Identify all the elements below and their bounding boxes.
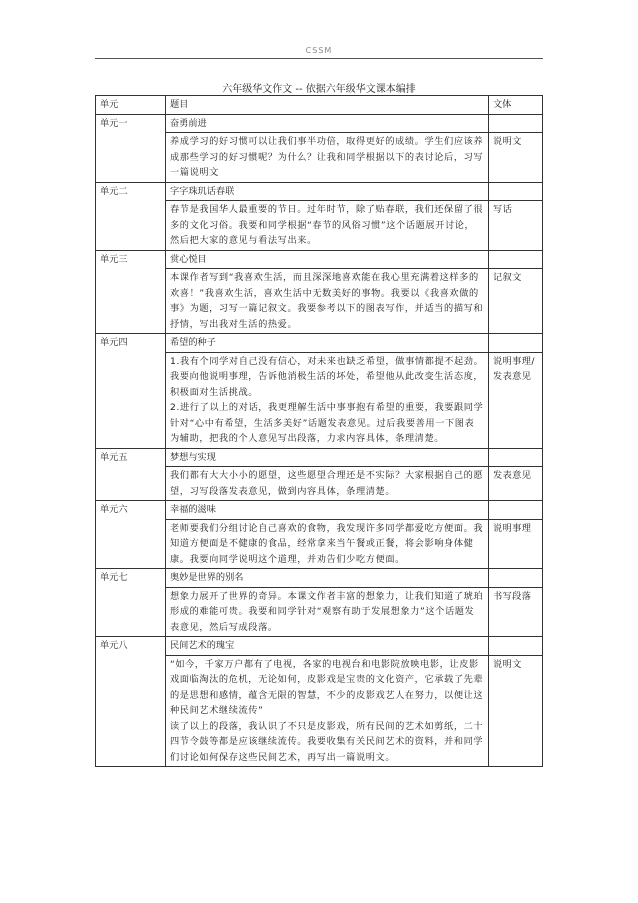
unit-genre: 发表意见 bbox=[489, 467, 543, 501]
unit-description bbox=[166, 587, 489, 637]
unit-description bbox=[166, 519, 489, 569]
description-paragraph: 2.进行了以上的对话，我更理解生活中事事抱有希望的重要，我要跟同学针对“心中有希望，生活多美好”话题发表意见。过后我要善用一下图表为辅助，把我的个人意见写出段落，力求内容具体，条理清楚。 bbox=[170, 402, 484, 444]
unit-row bbox=[96, 334, 543, 353]
unit-genre: 说明事理/发表意见 bbox=[489, 352, 543, 448]
unit-topic: 奥妙是世界的别名 bbox=[166, 569, 489, 588]
description-paragraph: 春节是我国华人最重要的节日。过年时节，除了贴春联，我们还保留了很多的文化习俗。我要和同学根据“春节的风俗习惯”这个话题展开讨论，然后把大家的意见与看法写出来。 bbox=[170, 204, 484, 246]
description-paragraph: 读了以上的段落，我认识了不只是皮影戏，所有民间的艺术如剪纸，二十四节令鼓等都是应该继续流传。我要收集有关民间艺术的资料，并和同学们讨论如何保存这些民间艺术，再写出一篇说明文。 bbox=[170, 720, 484, 763]
unit-genre: 写话 bbox=[489, 201, 543, 251]
unit-label: 单元三 bbox=[96, 250, 166, 334]
unit-description bbox=[166, 655, 489, 767]
unit-description bbox=[166, 467, 489, 501]
unit-genre: 说明文 bbox=[489, 655, 543, 767]
unit-genre: 说明事理 bbox=[489, 519, 543, 569]
unit-row bbox=[96, 501, 543, 520]
table-header-row bbox=[96, 96, 543, 115]
description-paragraph: 本课作者写到“我喜欢生活，而且深深地喜欢能在我心里充满着这样多的欢喜！”我喜欢生活，喜欢生活中无数美好的事物。我要以《我喜欢做的事》为题，习写一篇记叙文。我要参考以下的图表写作，并适当的描写和抒情，写出我对生活的热爱。 bbox=[170, 272, 484, 330]
unit-genre: 记叙文 bbox=[489, 269, 543, 334]
unit-row bbox=[96, 637, 543, 656]
unit-topic: 幸福的滋味 bbox=[166, 501, 489, 520]
unit-row bbox=[96, 569, 543, 588]
header-genre: 文体 bbox=[489, 96, 543, 115]
description-paragraph: 想象力展开了世界的奇异。本课文作者丰富的想象力，让我们知道了琥珀形成的难能可贵。我要和同学针对“观察有助于发展想象力”这个话题发表意见，然后写成段落。 bbox=[170, 590, 484, 633]
description-paragraph: 老师要我们分组讨论自己喜欢的食物，我发现许多同学都爱吃方便面。我知道方便面是不健康的食品，经常拿来当午餐或正餐，将会影响身体健康。我要向同学说明这个道理，并劝告们少吃方便面。 bbox=[170, 522, 484, 565]
header-topic: 题目 bbox=[166, 96, 489, 115]
writing-plan-table bbox=[95, 95, 543, 767]
unit-row bbox=[96, 250, 543, 269]
header-rule bbox=[95, 58, 543, 59]
topic-genre-cell bbox=[489, 448, 543, 467]
unit-row bbox=[96, 114, 543, 133]
topic-genre-cell bbox=[489, 250, 543, 269]
unit-row bbox=[96, 448, 543, 467]
unit-topic: 梦想与实现 bbox=[166, 448, 489, 467]
unit-topic: 民间艺术的瑰宝 bbox=[166, 637, 489, 656]
unit-topic: 字字珠玑话春联 bbox=[166, 182, 489, 201]
topic-genre-cell bbox=[489, 569, 543, 588]
unit-topic: 赏心悦目 bbox=[166, 250, 489, 269]
unit-genre: 说明文 bbox=[489, 133, 543, 183]
description-paragraph: “如今，千家万户都有了电视，各家的电视台和电影院放映电影，让皮影戏面临淘汰的危机，无论如何，皮影戏是宝贵的文化资产，它承载了先辈的是思想和感情，蕴含无限的智慧，不少的皮影戏艺人在努力，以便让这种民间艺术继续流传” bbox=[170, 658, 484, 716]
table-body bbox=[96, 96, 543, 767]
header-mark: CSSM bbox=[305, 46, 333, 55]
unit-label: 单元五 bbox=[96, 448, 166, 501]
unit-label: 单元八 bbox=[96, 637, 166, 767]
unit-label: 单元四 bbox=[96, 334, 166, 449]
document-title: 六年级华文作文 -- 依据六年级华文课本编排 bbox=[222, 84, 416, 95]
unit-label: 单元六 bbox=[96, 501, 166, 569]
unit-row bbox=[96, 182, 543, 201]
unit-topic: 希望的种子 bbox=[166, 334, 489, 353]
description-paragraph: 1.我有个同学对自己没有信心，对未来也缺乏希望，做事情都提不起劲。我要向他说明事理，告诉他消极生活的坏处，希望他从此改变生活态度，积极面对生活挑战。 bbox=[170, 355, 484, 398]
unit-description bbox=[166, 133, 489, 183]
topic-genre-cell bbox=[489, 637, 543, 656]
topic-genre-cell bbox=[489, 114, 543, 133]
header-unit: 单元 bbox=[96, 96, 166, 115]
description-paragraph: 我们都有大大小小的愿望，这些愿望合理还是不实际？大家根据自己的愿望，习写段落发表意见，做到内容具体，条理清楚。 bbox=[170, 470, 484, 497]
unit-description bbox=[166, 201, 489, 251]
unit-label: 单元一 bbox=[96, 114, 166, 182]
unit-description bbox=[166, 269, 489, 334]
unit-description bbox=[166, 352, 489, 448]
unit-label: 单元二 bbox=[96, 182, 166, 250]
topic-genre-cell bbox=[489, 501, 543, 520]
topic-genre-cell bbox=[489, 334, 543, 353]
unit-label: 单元七 bbox=[96, 569, 166, 637]
unit-topic: 奋勇前进 bbox=[166, 114, 489, 133]
topic-genre-cell bbox=[489, 182, 543, 201]
description-paragraph: 养成学习的好习惯可以让我们事半功倍，取得更好的成绩。学生们应该养成那些学习的好习惯呢？为什么？让我和同学根据以下的表讨论后，习写一篇说明文 bbox=[170, 136, 484, 178]
unit-genre: 书写段落 bbox=[489, 587, 543, 637]
